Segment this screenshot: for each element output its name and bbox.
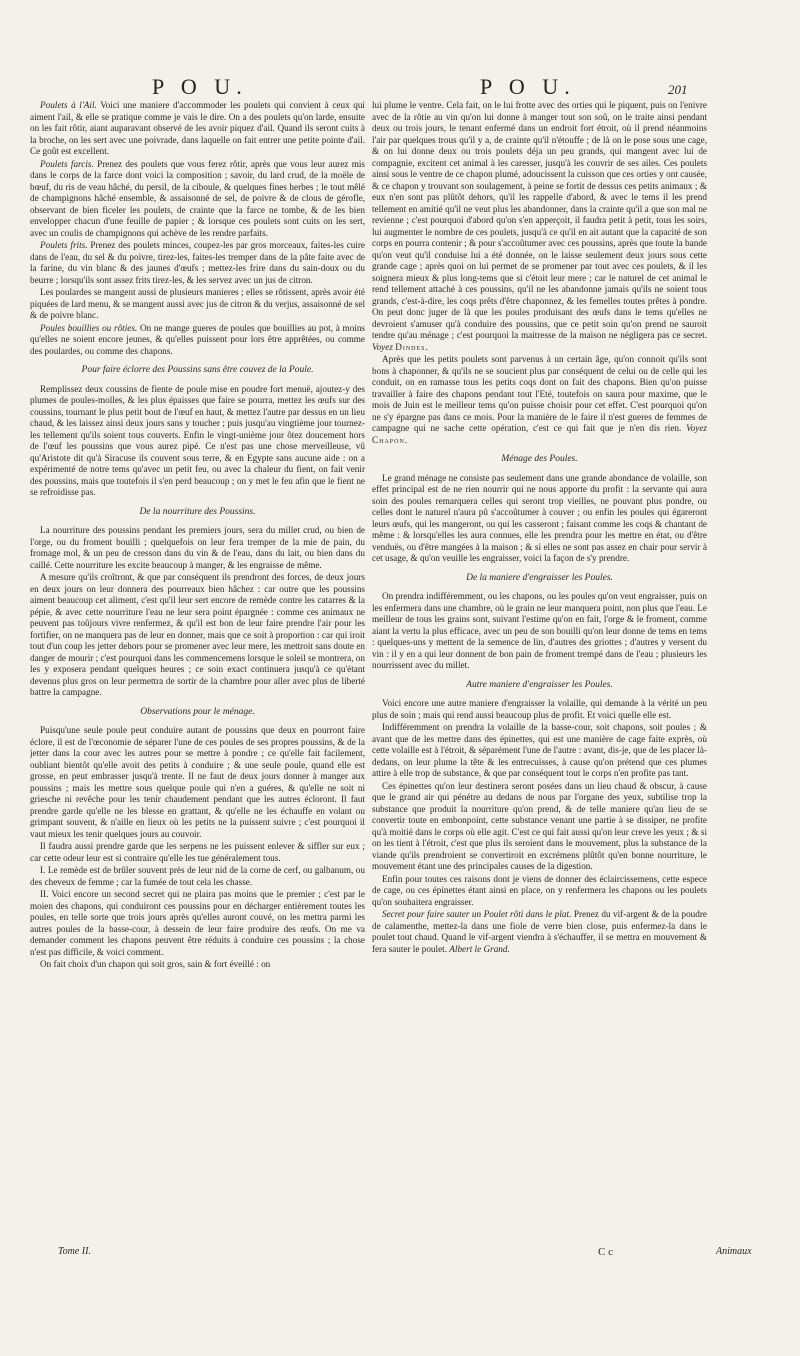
cross-ref-label: Voyez <box>686 423 707 433</box>
paragraph: On fait choix d'un chapon qui soit gros, sain & fort éveillé : on <box>40 959 271 969</box>
entry-text: Prenez des poulets que vous ferez rôtir, après que vous leur aurez mis dans le corps de la farce dont voici la composition ; savoir, du lard crud, de la moële de bœuf, du ris de veau hâché, du persil, de la ciboule, & quelques fines herbes ; le tout mêlé de champignons hâché ensemble, & assaisonné de sel, de poivre & de clous de gérofle, observant de bien ficeler les poulets, de crainte que la farce ne tombe, & de les bien envelopper chacun d'une feuille de papier ; & lorsque ces poulets sont cuits on les sert, avec un coulis de champignons qui achève de les rendre parfaits. <box>30 158 365 238</box>
entry-text: Prenez des poulets minces, coupez-les par gros morceaux, faites-les cuire dans de l'eau, du sel & du poivre, tirez-les, faites-les tremper dans de la pâte faite avec de la farine, du vin blanc & des jaunes d'œufs ; mettez-les frire dans du sain-doux ou du beurre ; lorsqu'ils sont assez frits tirez-les, & les servez avec un jus de citron. <box>30 240 365 285</box>
section-heading: De la maniere d'engraisser les Poules. <box>466 572 613 583</box>
right-column <box>372 100 707 1260</box>
entry-text: Après que les petits poulets sont parvenus à un certain âge, qu'on connoit qu'ils sont bons à chaponner, & qu'ils ne se soucient plus par conséquent de celui ou de celle qui les conduit, on en ramasse tous les petits coqs dont on fait des chapons. Bien qu'on puisse travailler à faire des chapons pendant tout l'Eté, toutefois on saura pour maxime, que le mois de Juin est le meilleur tems qu'on puisse choisir pour cet effet. C'est pourquoi qu'on ne s'y épargne pas dans ce mois. Pour la manière de le faire il n'est gueres de femmes de campagne qui ne sache cette opération, c'est ce qui fait que je n'en dis rien. <box>372 354 707 433</box>
entry-text: Prenez du vif-argent & de la poudre de calamenthe, mettez-la dans une fiole de verre bien close, puis enfermez-la dans le poulet tout chaud. Quand le vif-argent viendra à s'échauffer, il se mettra en mouvement & fera sauter le poulet. <box>372 909 707 954</box>
section-heading: De la nourriture des Poussins. <box>139 506 256 517</box>
paragraph: Ces épinettes qu'on leur destinera seront posées dans un lieu chaud & obscur, à cause que le grand air qui pénétre au dedans de nous par l'organe des yeux, subtilise trop la substance que produit la nourriture qu'on prend, & de telle maniere qu'au lieu de se convertir toute en embonpoint, cette substance venant une partie à se dissiper, ne profite qu'à moitié dans le corps où elle agit. C'est ce qui fait aussi qu'on leur creve les yeux ; & si on les tient à l'étroit, c'est que plus ils seroient dans le mouvement, plus la substance de la viande qu'ils prendroient se convertiroit en excrémens plûtôt qu'en bonne nourriture, le mouvement étant une des principales causes de la digestion. <box>372 780 707 871</box>
paragraph <box>372 909 707 955</box>
paragraph <box>372 100 707 353</box>
paragraph <box>372 354 707 446</box>
section-heading: Autre maniere d'engraisser les Poules. <box>466 679 613 690</box>
entry-text: On ne mange gueres de poules que bouillies au pot, à moins qu'elles ne soient encore jeunes, & qu'elles puissent pour lors être apprêtées, ou comme des poulardes, ou comme des chapons. <box>30 322 365 356</box>
section-heading: Pour faire éclorre des Poussins sans être couvez de la Poule. <box>81 365 314 375</box>
entry-lead: Poulets frits. <box>40 240 88 250</box>
paragraph: Remplissez deux coussins de fiente de poule mise en poudre fort menuë, ajoutez-y des plumes de poules-molles, & les plus épaisses que faire se pourra, mettez les œufs sur des coussins, tournant le plus petit bout de l'œuf en haut, & mettez l'autre par dessus en un lieu chaud, & les laissez ainsi deux jours sans y toucher ; puis jusqu'au vingtième jour tournez-les tellement qu'ils soient tous couverts. Enfin le vingt-unième jour ôtez doucement hors de l'œuf les poussins que vous aurez pipé. Ce n'est pas une chose merveilleuse, vû qu'Aristote dit qu'à Siracuse ils couvent sous terre, & en Egypte sans aucune aide : on a expérimenté de notre tems qu'avec un petit feu, ou avec la chaleur du fient, on fait venir des poussins, mais que toutefois il s'en perd beaucoup ; on y met le feu afin que le fient ne se refroidisse pas. <box>30 383 365 497</box>
paragraph: La nourriture des poussins pendant les premiers jours, sera du millet crud, ou bien de l'orge, ou du froment bouilli ; quelquefois on leur fera tremper de la mie de pain, du fromage mol, & un peu de cresson dans du vin & de l'eau, dans du lait, ou bien dans du caillé. Cette nourriture les excite beaucoup à manger, & les engraisse de même. <box>30 525 365 570</box>
paragraph: I. Le remède est de brûler souvent près de leur nid de la corne de cerf, ou galbanum, ou des cheveux de femme ; car la fumée de tout cela les chasse. <box>30 865 365 887</box>
paragraph: Le grand ménage ne consiste pas seulement dans une grande abondance de volaille, son effet principal est de ne rien nourrir qui ne nous apporte du profit : la servante qui aura soin des poules remarquera celles qui seront trop vieilles, ne pouvant plus pondre, ou celles dont le naturel n'aura pû s'accoûtumer à couver ; ou enfin les poules qui égareront leurs œufs, qui les mangeront, ou qui les casseront ; faisant comme les coqs & chantant de même : & lorsqu'elles les aura connues, elle les prendra pour les mettre en état, ou d'être venduës, ou d'être mangées à la maison ; & si elles ne sont pas assez en chair pour servir à cet usage, & qu'on veuille les engraisser, voici la façon de s'y prendre. <box>372 472 707 563</box>
running-head-right: P O U. <box>480 74 576 99</box>
paragraph: Enfin pour toutes ces raisons dont je viens de donner des éclaircissemens, cette espece de cage, ou ces épinettes étant ainsi en place, on y renfermera les chapons ou les poulets qu'on souhaitera engraisser. <box>372 873 707 907</box>
entry-text: lui plume le ventre. Cela fait, on le lui frotte avec des orties qui le piquent, puis on l'enivre avec de la rôtie au vin qu'on lui donne à manger tout son soû, on le traite ainsi pendant deux ou trois jours, le tenant enfermé dans un endroit fort étroit, où il prend néanmoins l'air par quelques trous qu'il y a, de crainte qu'il n'étouffe ; de là on le pose sous une cage, & on lui donne deux ou trois poulets déja un peu grands, qui mangent avec lui de compagnie, excitent cet animal à les caresser, jusqu'à les couvrir de ses ailes. Ces poulets ainsi sous le ventre de ce chapon plumé, adoucissent la cuisson que ces orties y ont causée, & ce chapon y trouvant son soulagement, à peine se fortit de dessus ces petits animaux ; & eux n'en sont pas plûtôt dehors, qu'il les rappelle d'abord, & avec le tems il les prend tellement en amitié qu'il ne veut plus les abandonner, dans la crainte qu'il a que son mal ne revienne ; c'est pourquoi d'abord qu'on s'en apperçoit, il faudra petit à petit, tous les soirs, lui augmenter le nombre de ces poulets, jusqu'à ce qu'il en ait autant que la capacité de son corps en pourra contenir ; & pour s'accoûtumer avec ces poussins, après que toute la bande qu'on veut qu'il conduise lui a été donnée, on le laisse seulement deux jours sous cette grande cage ; après quoi on lui permet de se promener par tout avec ces poulets, & il les soignera mieux & plus long-tems que si c'étoit leur mere ; car le naturel de cet animal le rend tellement attaché à ces poussins, qu'il ne les abandonne jamais qu'ils ne soient tous grands, c'est-à-dire, les coqs prêts d'être chaponnez, & les femelles toutes prêtes à pondre. On peut donc juger de là que les poules produisant des œufs dans le tems qu'elles ne devroient s'amuser qu'à conduire des poussins, que ce petit soin qu'on prend ne sauroit tendre qu'au ménage ; c'est pourquoi la maitresse de la maison ne négligera pas ce secret. <box>372 100 707 340</box>
paragraph: Il faudra aussi prendre garde que les serpens ne les puissent enlever & siffler sur eux ; car cette odeur leur est si contraire qu'elle les tue généralement tous. <box>30 841 365 863</box>
cross-ref-label: Voyez <box>372 341 393 352</box>
section-heading: Ménage des Poules. <box>501 454 578 464</box>
author-citation: Albert le Grand. <box>449 943 510 954</box>
paragraph <box>30 100 365 158</box>
paragraph: Puisqu'une seule poule peut conduire autant de poussins que deux en pourront faire éclore, il est de l'œconomie de séparer l'une de ces poules de ses propres poussins, & de la jetter dans la cour avec les autres pour se mettre à pondre ; ce qu'elle fait facilement, oubliant bientôt qu'elle avoit des petits à conduire ; & une seule poule, quand elle est grosse, en peut embrasser jusqu'à trente. Il ne faut de deux jours donner à manger aux poussins ; mais les mettre sous quelque poule qui n'en a guéres, & qu'elle ne soit ni griesche ni revêche pour les tenir chaudement pendant que les autres écloront. Il faut prendre garde qu'elle ne les blesse en grattant, & qu'elle ne les échauffe en volant ou grimpant souvent, & n'aille en lieux où les petits ne la puissent suivre ; c'est pourquoi il vaut mieux les tenir quelques jours au couvoir. <box>30 725 365 839</box>
entry-lead: Poules bouillies ou rôties. <box>40 322 138 333</box>
page-number: 201 <box>668 82 688 97</box>
paragraph: Les poulardes se mangent aussi de plusieurs manieres ; elles se rôtissent, après avoir été piquées de lard menu, & se mangent aussi avec jus de citron & du verjus, assaisonné de sel & de poivre blanc. <box>30 287 365 320</box>
entry-lead: Secret pour faire sauter un Poulet rôti dans le plat. <box>382 909 572 919</box>
section-heading: Observations pour le ménage. <box>140 706 255 717</box>
paragraph: On prendra indifféremment, ou les chapons, ou les poules qu'on veut engraisser, puis on les enfermera dans une chambre, où le grain ne leur manquera point, non plus que l'eau. Le meilleur de tous les grains sont, suivant l'estime qu'on en fait, l'orge & le froment, comme aiant la vertu la plus efficace, avec un peu de son bouilli qu'on leur donne de tems en tems : quelques-uns y mettent de la semence de lin, d'autres des griottes ; d'autres y versent du vin : il y en a qui leur donnent de bon pain de froment trempé dans de l'eau ; plusieurs les nourrissent avec du millet. <box>372 591 707 670</box>
running-head-left: P O U. <box>152 74 248 99</box>
volume-label: Tome II. <box>58 1246 91 1257</box>
cross-ref: Chapon. <box>372 434 409 445</box>
paragraph <box>30 159 365 240</box>
left-column <box>30 100 365 1260</box>
cross-ref: Dindes. <box>395 341 429 352</box>
signature-mark: C c <box>598 1246 613 1258</box>
entry-lead: Poulets à l'Ail. <box>40 100 97 110</box>
entry-text: Voici une maniere d'accommoder les poulets qui convient à ceux qui aiment l'ail, & elle se pratique comme je vais le dire. On a des poulets qu'on larde, ensuite on les fait rôtir, aiant auparavant observé de les avoir piquez d'ail. Quand ils seront cuits à la broche, on les sert avec une poivrade, dans laquelle on fait entrer une petite pointe d'ail. Ce goût est excellent. <box>30 100 365 156</box>
entry-lead: Poulets farcis. <box>40 158 94 169</box>
paragraph <box>30 240 365 286</box>
paragraph <box>30 323 365 358</box>
catchword: Animaux <box>716 1246 752 1257</box>
paragraph: Indifféremment on prendra la volaille de la basse-cour, soit chapons, soit poules ; & avant que de les mettre dans des épinettes, qui est une manière de cage faite exprès, où cette volaille est à l'étroit, & séparément l'une de l'autre : avant, dis-je, que de les placer là-dedans, on leur plume la tête & les entrecuisses, à cause qu'on prétend que ces plumes attire à elle trop de substance, & que par conséquent tout le corps n'en profite pas tant. <box>372 722 707 778</box>
paragraph: Voici encore une autre maniere d'engraisser la volaille, qui demande à la vérité un peu plus de soin ; mais qui rend aussi beaucoup plus de profit. Et voici quelle elle est. <box>372 698 707 720</box>
paragraph: II. Voici encore un second secret qui ne plaira pas moins que le premier ; c'est par le moien des chapons, qui conduiront ces poussins pour en décharger entièrement toutes les poules, en telle sorte que trois jours après qu'elles auront couvé, on les mettra parmi les autres poules de la basse-cour, à dessein de leur faire produire des œufs. On me va demander comment les chapons peuvent être réduits à conduire ces poussins ; la chose n'est pas difficile, & voici comment. <box>30 889 365 957</box>
paragraph: A mesure qu'ils croîtront, & que par conséquent ils prendront des forces, de deux jours en deux jours on leur donnera des pourreaux bien hâchez : car outre que les poussins aiment beaucoup cet aliment, c'est qu'il leur sert encore de remède contre les catarres & la pépie, & avec cette nourriture l'eau ne leur sera point épargnée : comme ces animaux ne peuvent pas toûjours vivre renfermez, & qu'il est bon de leur faire prendre l'air pour les fortifier, on ne manquera pas de leur en donner, mais que ce soit à proportion : car qui iroit tout d'un coup les jetter dehors pour se promener avec leur mere, les mettroit sans doute en danger de mourir ; c'est pourquoi dans les commencemens lorsque le soleil se montrera, on les y exposera pendant quelques heures ; ce soin exact continuera jusqu'à ce qu'étant devenus plus gros on leur permettra de sortir de la chambre pour aller avec plus de liberté battre la campagne. <box>30 572 365 697</box>
